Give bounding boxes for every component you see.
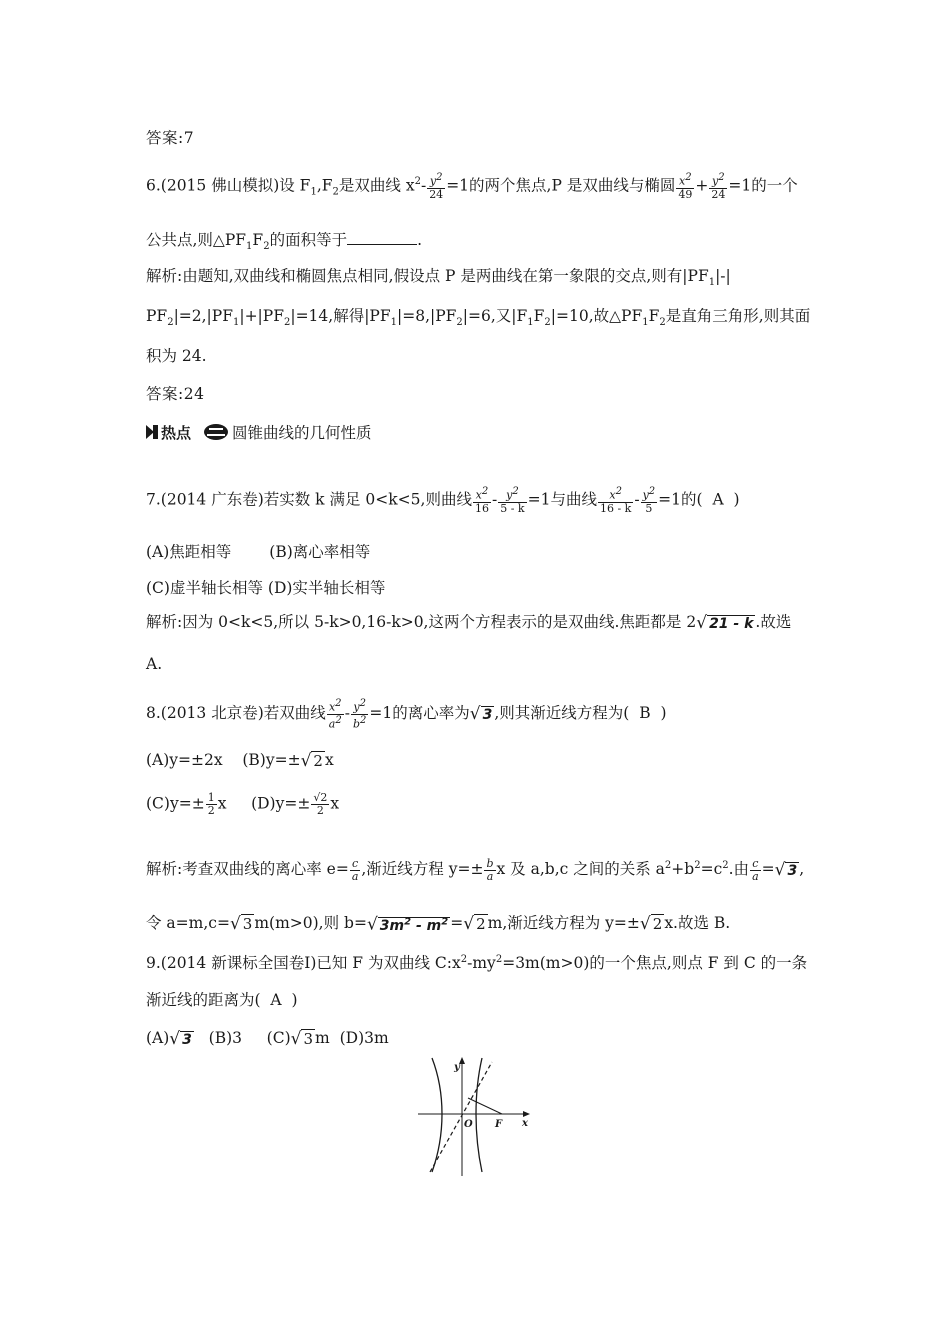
section-title: 圆锥曲线的几何性质	[232, 424, 372, 442]
asymptote-line	[430, 1062, 492, 1172]
x-axis-label: x	[522, 1118, 528, 1129]
perpendicular-segment	[468, 1098, 502, 1114]
focus-label: F	[495, 1119, 503, 1130]
q8-stem: 8.(2013 北京卷)若双曲线 $\frac{x^2}{a^2}$ - $\frac{y^2}{b^2}$ =1的离心率为√ 3 ,则其渐近线方程为( B )	[146, 698, 667, 731]
q9-options: (A)√ 3 (B)3 (C)√ 3 m (D)3m	[146, 1028, 389, 1049]
y-axis-label: y	[454, 1062, 460, 1073]
section-heading	[146, 422, 372, 442]
answer-blank	[347, 230, 417, 245]
q8-options-row2: (C)y=± $\frac{1}{2}$ x (D)y=± $\frac{√2}{2}$ x	[146, 791, 340, 817]
q9-line1: 9.(2014 新课标全国卷Ⅰ)已知 F 为双曲线 $C:x^2-my^2=3m(m>0)$的一个焦点,则点 F 到 C 的一条	[146, 954, 808, 973]
q8-solution-line2: 令 a=m,c=√ 3 m(m>0),则 b=√ $3m^2 - m^2$ =√ 2 m,渐近线方程为 y=±√ 2 x.故选 B.	[146, 913, 731, 935]
q7-solution-line2: A.	[146, 655, 163, 673]
svg-text:热点: 热点	[161, 424, 192, 441]
q6-answer: 答案:24	[146, 385, 205, 403]
hyperbola-figure	[418, 1054, 533, 1178]
hyperbola-left-branch	[432, 1058, 442, 1172]
q6-solution-line1: 解析:由题知,双曲线和椭圆焦点相同,假设点 P 是两曲线在第一象限的交点,则有$|PF_1|-|$	[146, 267, 731, 289]
q6-line2: 公共点,则$\triangle PF_1F_2$的面积等于 .	[146, 231, 423, 253]
hyperbola-right-branch	[476, 1058, 482, 1172]
y-axis-arrow-icon	[459, 1057, 465, 1064]
q7-solution-line1: 解析:因为 0<k<5,所以 5-k>0,16-k>0,这两个方程表示的是双曲线.焦距都是 2√ 21 - k .故选	[146, 612, 792, 633]
hotspot-badge-icon	[146, 423, 230, 441]
x-axis-arrow-icon	[523, 1111, 530, 1117]
q9-line2: 渐近线的距离为( A )	[146, 991, 298, 1009]
q7-stem: 7.(2014 广东卷)若实数 k 满足 0<k<5,则曲线 $\frac{x^2}{16}$ - $\frac{y^2}{5 - k}$ =1与曲线 $\frac{x^2}{16 - k}$ - $\frac{y^2}{5}$ =1的( A )	[146, 486, 740, 515]
q6-solution-line2: $PF_2|=2,|PF_1|+|PF_2|=14$,解得$|PF_1|=8,|PF_2|=6$,又$|F_1F_2|=10$,故$\triangle PF_1F_2$是直角三角形,则其面	[146, 307, 811, 329]
q8-options-row1: (A)y=±2x (B)y=±√ 2 x	[146, 751, 334, 771]
q8-solution-line1: 解析:考查双曲线的离心率 e= $\frac{c}{a}$ ,渐近线方程 y=± $\frac{b}{a}$ x 及 a,b,c 之间的关系 $a^2+b^2=c^2$.由 $\frac{c}{a}$ =√ 3 ,	[146, 856, 805, 883]
q7-options-row1: (A)焦距相等 (B)离心率相等	[146, 543, 371, 561]
q6-line1: 6.(2015 佛山模拟)设 $F_1,F_2$是双曲线 $x^2-$ $\frac{y^2}{24}$ =1的两个焦点,P 是双曲线与椭圆 $\frac{x^2}{49}$ + $\frac{y^2}{24}$ =1的一个	[146, 172, 798, 201]
q7-options-row2: (C)虚半轴长相等 (D)实半轴长相等	[146, 579, 386, 597]
answer-prev: 答案:7	[146, 129, 195, 147]
q6-solution-line3: 积为 24.	[146, 347, 207, 365]
origin-label: O	[464, 1119, 473, 1130]
